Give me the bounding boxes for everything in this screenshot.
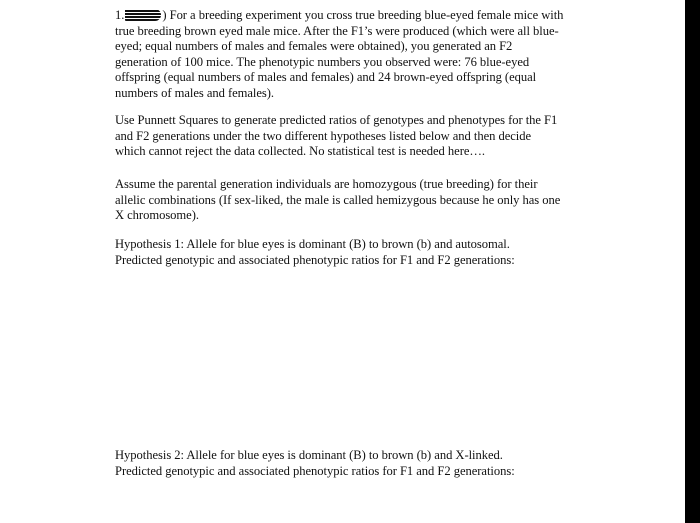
question-number: 1. xyxy=(115,8,125,22)
question-intro-paragraph: 1. ) For a breeding experiment you cross true breeding blue-eyed female mice with true breeding brown eyed male mice. After the F1’s were produced (which were all blue- eyed; equal numbers of males and females were obtained), you generated an F2 generation of 100 mice. The phenotypic numbers you observed were: 76 blue-eyed offspring (equal numbers of males and females) and 24 brown-eyed offspring (equal numbers of males and females). xyxy=(115,8,564,100)
instructions-paragraph: Use Punnett Squares to generate predicted ratios of genotypes and phenotypes for the F1 and F2 generations under the two different hypotheses listed below and then decide which cannot reject the data collected. No statistical test is needed here…. xyxy=(115,113,558,159)
hypothesis-2-paragraph: Hypothesis 2: Allele for blue eyes is dominant (B) to brown (b) and X-linked. Predicted genotypic and associated phenotypic ratios for F1 and F2 generations: xyxy=(115,448,515,478)
assumption-paragraph: Assume the parental generation individuals are homozygous (true breeding) for their allelic combinations (If sex-liked, the male is called hemizygous because he only has one X chromosome). xyxy=(115,177,561,223)
hypothesis-1-paragraph: Hypothesis 1: Allele for blue eyes is dominant (B) to brown (b) and autosomal. Predicted genotypic and associated phenotypic ratios for F1 and F2 generations: xyxy=(115,237,515,267)
question-intro-text: For a breeding experiment you cross true breeding blue-eyed female mice with true breeding brown eyed male mice. After the F1’s were produced (which were all blue- eyed; equal numbers of males and females were obtained), you generated an F2 generation of 100 mice. The phenotypic numbers you observed were: 76 blue-eyed offspring (equal numbers of males and females) and 24 brown-eyed offspring (equal numbers of males and females). xyxy=(115,8,564,100)
redaction-mark xyxy=(125,9,161,21)
